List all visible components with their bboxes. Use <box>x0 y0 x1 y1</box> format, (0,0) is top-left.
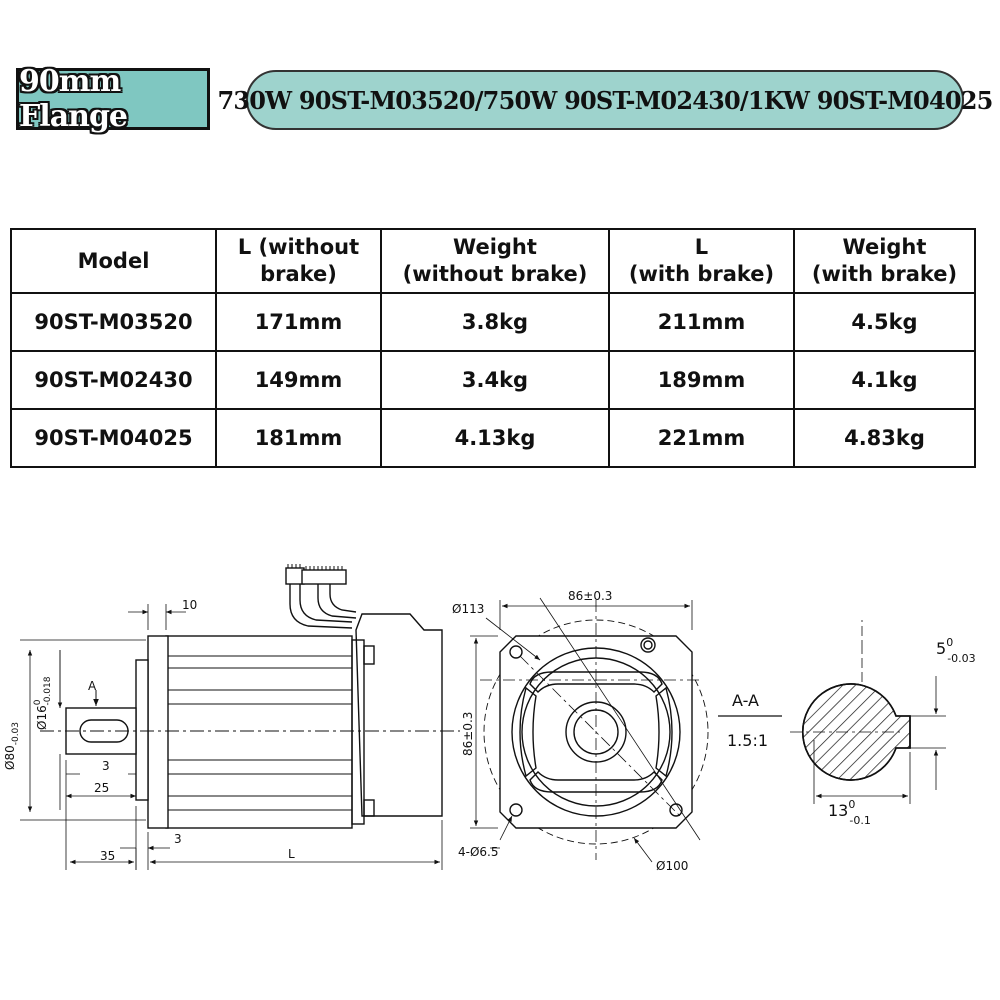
motor-front-view <box>470 598 708 862</box>
model-list-title: 730W 90ST-M03520/750W 90ST-M02430/1KW 90ST-M04025 <box>217 85 993 115</box>
cell-weight-without-brake: 3.8kg <box>381 293 609 351</box>
dim-key-depth: $13^0$ -0.1 <box>828 798 871 827</box>
cell-model: 90ST-M02430 <box>11 351 216 409</box>
table-row <box>11 409 975 467</box>
spec-table-header-row <box>11 229 975 293</box>
cell-length-without-brake: 181mm <box>216 409 381 467</box>
flange-size-label: 90mm Flange <box>19 64 128 134</box>
header-weight-without-brake: Weight (without brake) <box>381 229 609 293</box>
technical-drawing <box>0 540 1000 900</box>
dim-spigot-depth: 3 <box>174 832 182 846</box>
cell-length-with-brake: 221mm <box>609 409 794 467</box>
model-list-banner <box>217 70 993 130</box>
dim-shaft-length: 35 <box>100 849 116 863</box>
dim-spigot-diameter: $Ø80_{-0.03}$ <box>3 721 21 770</box>
dim-pcd-113: Ø113 <box>452 602 485 616</box>
dim-flange-thickness: 10 <box>182 598 198 612</box>
dim-motor-length: L <box>288 847 295 861</box>
dim-flange-width: 86±0.3 <box>568 589 613 603</box>
cell-length-with-brake: 189mm <box>609 351 794 409</box>
cell-length-with-brake: 211mm <box>609 293 794 351</box>
header-length-with-brake: L (with brake) <box>609 229 794 293</box>
cell-weight-with-brake: 4.5kg <box>794 293 975 351</box>
cell-model: 90ST-M03520 <box>11 293 216 351</box>
cell-weight-without-brake: 4.13kg <box>381 409 609 467</box>
encoder-connector <box>286 564 356 628</box>
dim-key-width: $5^0$ -0.03 <box>936 636 976 665</box>
motor-side-view <box>20 564 460 870</box>
dim-spigot-100: Ø100 <box>656 859 689 873</box>
cell-weight-without-brake: 3.4kg <box>381 351 609 409</box>
cell-length-without-brake: 149mm <box>216 351 381 409</box>
table-row <box>11 293 975 351</box>
section-label: A-A <box>732 691 759 710</box>
table-row <box>11 351 975 409</box>
dim-mounting-holes: 4-Ø6.5 <box>458 845 499 859</box>
cell-weight-with-brake: 4.83kg <box>794 409 975 467</box>
header-model: Model <box>11 229 216 293</box>
cell-weight-with-brake: 4.1kg <box>794 351 975 409</box>
shaft-section-view <box>790 620 946 804</box>
cell-length-without-brake: 171mm <box>216 293 381 351</box>
header-length-without-brake: L (without brake) <box>216 229 381 293</box>
dim-key-offset: 3 <box>102 759 110 773</box>
spec-table <box>10 228 976 468</box>
cell-model: 90ST-M04025 <box>11 409 216 467</box>
section-scale: 1.5:1 <box>727 731 769 750</box>
dim-key-length: 25 <box>94 781 110 795</box>
dim-shaft-diameter: $Ø16^0-0.018$ <box>33 676 53 730</box>
flange-size-badge <box>16 64 210 134</box>
dim-flange-height: 86±0.3 <box>461 711 475 756</box>
section-marker: A <box>88 679 97 693</box>
header-weight-with-brake: Weight (with brake) <box>794 229 975 293</box>
